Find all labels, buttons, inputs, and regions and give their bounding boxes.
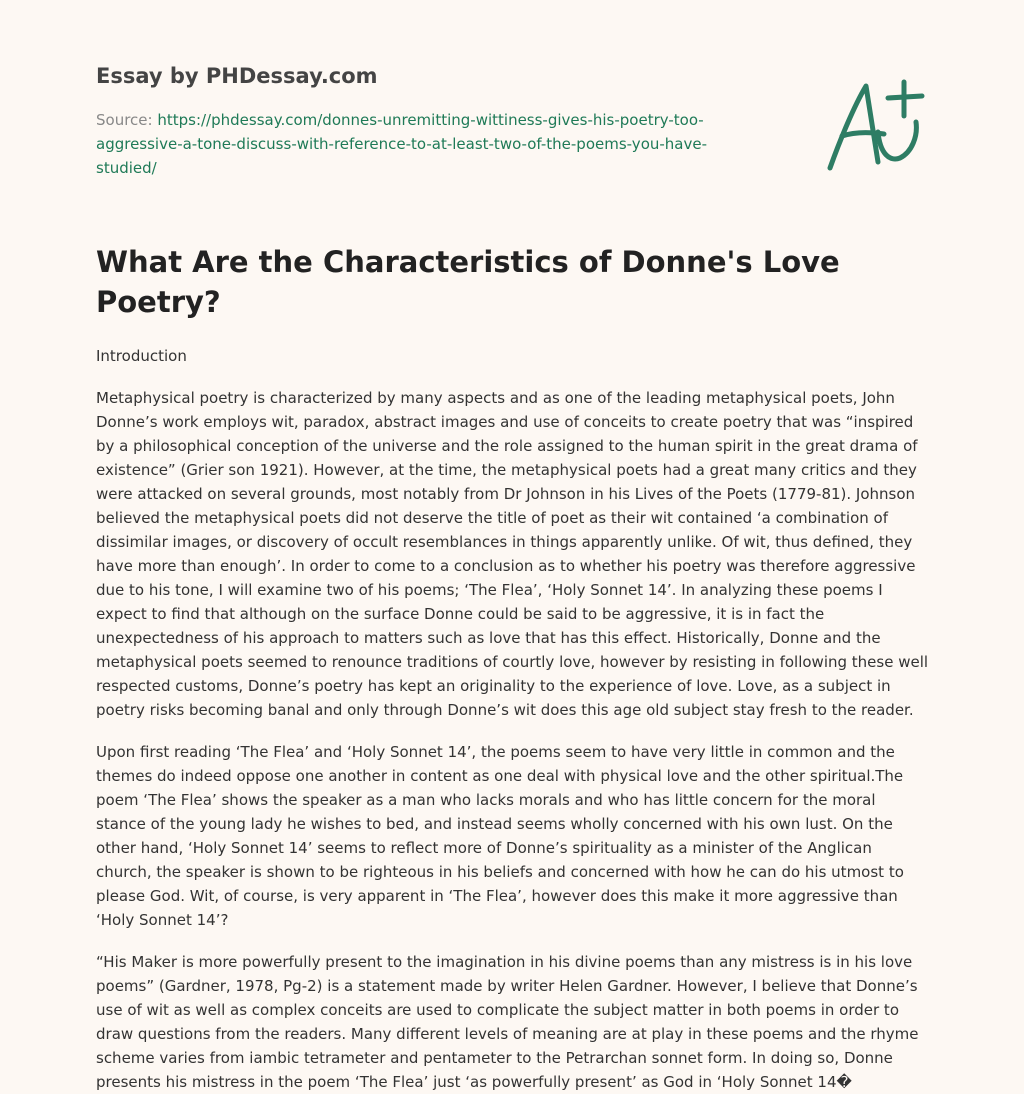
section-label-introduction: Introduction xyxy=(96,347,187,365)
paragraph-1: Metaphysical poetry is characterized by many aspects and as one of the leading metaphysical poets, John Donne’s work employs wit, paradox, abstract images and use of conceits to create poetry that was “inspired by a philosophical conception of the universe and the role assigned to the human spirit in the great drama of existence” (Grier son 1921). However, at the time, the metaphysical poets had a great many critics and they were attacked on several grounds, most notably from Dr Johnson in his Lives of the Poets (1779-81). Johnson believed the metaphysical poets did not deserve the title of poet as their wit contained ‘a combination of dissimilar images, or discovery of occult resemblances in things apparently unlike. Of wit, thus defined, they have more than enough’. In order to come to a conclusion as to whether his poetry was therefore aggressive due to his tone, I will examine two of his poems; ‘The Flea’, ‘Holy Sonnet 14’. In analyzing these poems I expect to find that although on the surface Donne could be said to be aggressive, it is in fact the unexpectedness of his approach to matters such as love that has this effect. Historically, Donne and the metaphysical poets seemed to renounce traditions of courtly love, however by resisting in following these well respected customs, Donne’s poetry has kept an originality to the experience of love. Love, as a subject in poetry risks becoming banal and only through Donne’s wit does this age old subject stay fresh to the reader. xyxy=(96,389,929,719)
page-header xyxy=(96,62,736,180)
paragraph-3: “His Maker is more powerfully present to the imagination in his divine poems than any mistress is in his love poems” (Gardner, 1978, Pg-2) is a statement made by writer Helen Gardner. However, I believe that Donne’s use of wit as well as complex conceits are used to complicate the subject matter in both poems in order to draw questions from the readers. Many different levels of meaning are at play in these poems and the rhyme scheme varies from iambic tetrameter and pentameter to the Petrarchan sonnet form. In doing so, Donne presents his mistress in the poem ‘The Flea’ just ‘as powerfully present’ as God in ‘Holy Sonnet 14� xyxy=(96,953,919,1091)
a-plus-logo-icon xyxy=(818,76,930,176)
source-label: Source: xyxy=(96,111,158,129)
essay-title: What Are the Characteristics of Donne's Love Poetry? xyxy=(96,245,840,319)
source-link[interactable]: https://phdessay.com/donnes-unremitting-wittiness-gives-his-poetry-too-aggressive-a-tone-discuss-with-reference-to-at-least-two-of-the-poems-you-have-studied/ xyxy=(96,111,708,177)
paragraph-2: Upon first reading ‘The Flea’ and ‘Holy Sonnet 14’, the poems seem to have very little in common and the themes do indeed oppose one another in content as one deal with physical love and the other spiritual.The poem ‘The Flea’ shows the speaker as a man who lacks morals and who has little concern for the moral stance of the young lady he wishes to bed, and instead seems wholly concerned with his own lust. On the other hand, ‘Holy Sonnet 14’ seems to reflect more of Donne’s spirituality as a minister of the Anglican church, the speaker is shown to be righteous in his beliefs and concerned with how he can do his utmost to please God. Wit, of course, is very apparent in ‘The Flea’, however does this make it more aggressive than ‘Holy Sonnet 14’? xyxy=(96,743,904,929)
source-line xyxy=(96,108,736,180)
site-title: Essay by PHDessay.com xyxy=(96,64,378,88)
essay-article xyxy=(96,242,930,1094)
